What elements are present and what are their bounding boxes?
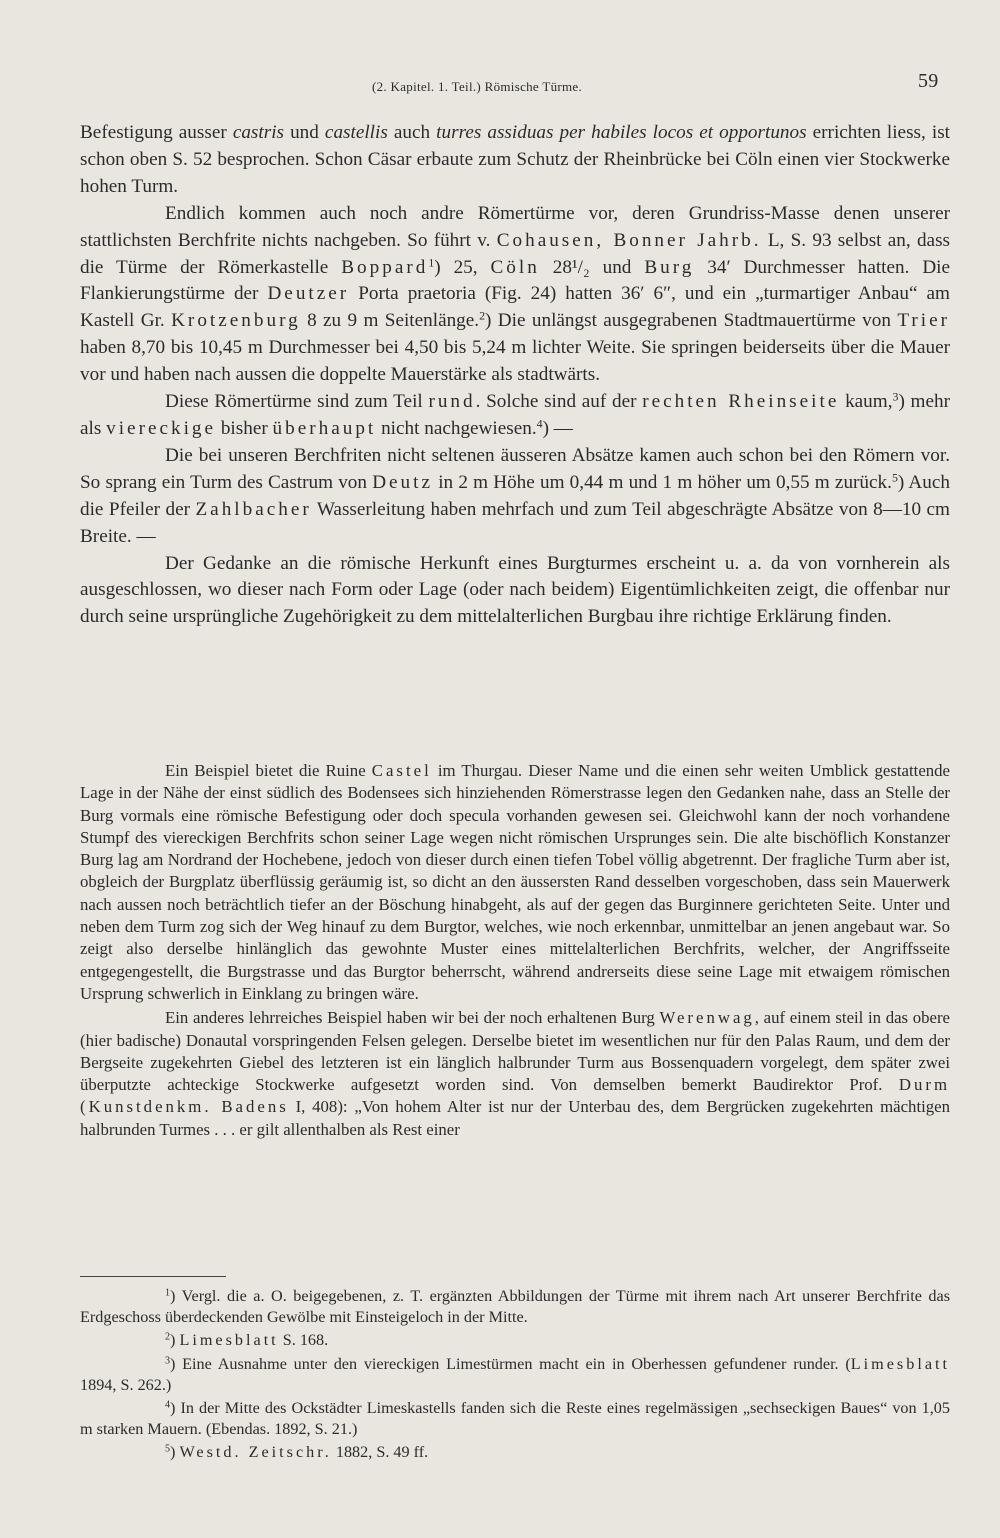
spaced-run: Cohausen, Bonner Jahrb.	[496, 229, 762, 251]
text-run: ) Die unlängst ausgegrabenen Stadtmauertürme von	[485, 310, 898, 332]
paragraph-1	[80, 120, 950, 201]
footnote-text: 1894, S. 262.)	[80, 1375, 172, 1394]
footnote-ref: 1	[428, 254, 435, 269]
footnote-text: ) Eine Ausnahme unter den viereckigen Limestürmen macht ein in Oberhessen gefundener runder. (	[170, 1354, 851, 1373]
footnote-mark: 4	[165, 1399, 171, 1411]
small-paragraph-1	[80, 760, 950, 1005]
text-run: ) —	[542, 417, 573, 439]
text-run: Endlich kommen auch noch andre Römertürme vor, deren Grundriss-Masse denen unserer stattlichsten Berchfrite nichts nachgeben. So führt v.	[80, 202, 950, 251]
footnote-mark: 1	[165, 1287, 171, 1299]
footnote-5	[80, 1442, 950, 1463]
paragraph-2	[80, 201, 950, 389]
paragraph-5: Der Gedanke an die römische Herkunft eines Burgturmes erscheint u. a. da von vornherein als ausgeschlossen, wo dieser nach Form oder Lage (oder nach beidem) Eigentümlichkeiten zeigt, die offenbar nur durch seine ursprüngliche Zugehörigkeit zu dem mittelalterlichen Burgbau ihre richtige Erklärung finden.	[80, 552, 950, 628]
spaced-run: Westd. Zeitschr.	[179, 1443, 332, 1462]
text-run: Ein anderes lehrreiches Beispiel haben wir bei der noch erhaltenen Burg	[165, 1008, 660, 1028]
footnote-1	[80, 1286, 950, 1328]
small-print-section	[80, 760, 950, 1141]
text-run: 8 zu 9 m Seitenlänge.	[300, 310, 480, 332]
spaced-run: rund	[428, 391, 476, 413]
text-run: kaum,	[839, 391, 893, 413]
spaced-run: Castel	[371, 761, 432, 780]
text-run: errichten liess, ist schon oben S. 52 besprochen. Schon Cäsar erbaute zum Schutz der Rheinbrücke bei Cöln einen vier Stockwerke hohen Turm.	[80, 122, 950, 197]
text-run: im Thurgau. Dieser Name und die einen sehr weiten Umblick gestattende Lage in der Nähe der einst südlich des Bodensees sich hinziehenden Römerstrasse legen den Gedanken nahe, dass an Stelle der Burg vormals eine römische Befestigung oder doch specula vorhanden gewesen sei. Gleichwohl kann der noch vorhandene Stumpf des viereckigen Berchfrits schon seiner Lage wegen nicht römischen Ursprunges sein. Die alte bischöflich Konstanzer Burg lag am Nordrand der Hochebene, jedoch von dieser durch einen tiefen Tobel völlig abgetrennt. Der fragliche Turm aber ist, obgleich der Burgplatz überflüssig geräumig ist, so dicht an den äussersten Rand desselben vorgeschoben, dass sein Mauerwerk nach aussen noch beträchtlich tiefer an der Böschung hinabgeht, als auf der gegen das Burginnere gerichteten Seite. Unter und neben dem Turm zog sich der Weg hinauf zu dem Burgtor, welches, wie noch erkennbar, unmittelbar an jenen angebaut war. So zeigt also derselbe hinlänglich das gewohnte Muster eines mittelalterlichen Berchfrits, welcher, der Angriffsseite entgegengestellt, die Burgstrasse und das Burgtor beherrscht, während andrerseits diese seine Lage mit etwaigem römischen Ursprung schwerlich in Einklang zu bringen wäre.	[80, 761, 950, 1003]
footnote-2	[80, 1330, 950, 1351]
text-run: Befestigung ausser	[80, 122, 233, 143]
text-run: L, S. 93 selbst an, dass die Türme der Römerkastelle	[80, 229, 951, 278]
text-run: , auf einem steil in das obere (hier badische) Donautal vorspringenden Felsen gelegen. Derselbe bietet im wesentlichen nur für den Palas Raum, und dem der Bergseite zugekehrten Giebel des letzteren ist ein länglich halbrunder Turm aus Bossenquadern vorgelegt, dem später zwei überputzte achteckige Stockwerke aufgesetzt worden sind. Von demselben bemerkt Baudirektor Prof.	[80, 1008, 950, 1095]
text-run: in 2 m Höhe um 0,44 m und 1 m höher um 0,55 m zurück.	[433, 471, 892, 493]
spaced-run: rechten Rheinseite	[642, 391, 840, 413]
footnote-text: ) In der Mitte des Ockstädter Limeskastells fanden sich die Reste eines regelmässigen „sechseckigen Baues“ von 1,05 m starken Mauern. (Ebendas. 1892, S. 21.)	[80, 1399, 950, 1439]
text-run: und	[284, 122, 325, 143]
italic-run: turres assiduas per habiles locos et opportunos	[436, 122, 807, 143]
text-run: Ein Beispiel bietet die Ruine	[165, 761, 372, 780]
italic-run: castellis	[324, 122, 388, 143]
paragraph-4	[80, 443, 950, 551]
footnote-3	[80, 1354, 950, 1396]
text-run: Diese Römertürme sind zum Teil	[165, 391, 429, 413]
page-header	[0, 70, 1000, 98]
footnote-mark: 5	[165, 1443, 171, 1455]
small-paragraph-2	[80, 1007, 950, 1141]
spaced-run: Cöln	[490, 256, 540, 278]
spaced-run: Trier	[897, 310, 950, 332]
spaced-run: Limesblatt	[850, 1354, 950, 1373]
main-text	[80, 120, 950, 631]
spaced-run: Limesblatt	[179, 1331, 279, 1350]
text-run: ) mehr als	[80, 391, 950, 439]
text-run: nicht nachgewiesen.	[376, 417, 537, 439]
text-run: auch	[387, 122, 437, 143]
footnote-4	[80, 1398, 950, 1440]
footnote-mark: 3	[165, 1355, 171, 1367]
footnote-ref: 5	[891, 470, 898, 485]
footnote-ref: 2	[479, 308, 486, 323]
spaced-run: Werenwag	[659, 1008, 755, 1028]
text-run: 34′ Durchmesser hatten. Die Flankierungstürme der	[80, 256, 951, 305]
running-head: (2. Kapitel. 1. Teil.) Römische Türme.	[372, 79, 583, 94]
italic-run: castris	[232, 122, 284, 143]
spaced-run: Deutzer	[267, 283, 350, 305]
page-number: 59	[918, 70, 939, 92]
footnotes	[80, 1286, 950, 1466]
footnote-text: )	[170, 1331, 180, 1350]
spaced-run: Krotzenburg	[171, 310, 301, 332]
paragraph-3	[80, 389, 950, 443]
spaced-run: Durm (Kunstdenkm. Badens	[80, 1075, 950, 1117]
footnote-text: 1882, S. 49 ff.	[331, 1443, 429, 1462]
text-run: ) Auch die Pfeiler der	[80, 471, 950, 520]
footnote-text: )	[170, 1443, 180, 1462]
text-run: ) 25,	[434, 256, 491, 278]
text-run: . Solche sind auf der	[475, 391, 643, 413]
footnote-text: S. 168.	[278, 1331, 329, 1350]
text-run: haben 8,70 bis 10,45 m Durchmesser bei 4,50 bis 5,24 m lichter Weite. Sie springen beiderseits über die Mauer vor und haben nach aussen die doppelte Mauerstärke als stadtwärts.	[80, 337, 950, 386]
text-run: bisher	[216, 417, 273, 439]
footnote-mark: 2	[165, 1331, 171, 1343]
spaced-run: viereckige	[106, 417, 217, 439]
footnote-ref: 3	[892, 389, 899, 404]
footnote-rule	[80, 1276, 226, 1277]
footnote-text: ) Vergl. die a. O. beigegebenen, z. T. ergänzten Abbildungen der Türme mit ihrem nach Art unserer Berchfrite das Erdgeschoss überdeckenden Gewölbe mit Einsteigeloch in der Mitte.	[80, 1287, 950, 1327]
spaced-run: Boppard	[341, 256, 429, 278]
text-run: Wasserleitung haben mehrfach und zum Teil abgeschrägte Absätze von 8—10 cm Breite. —	[80, 498, 950, 547]
text-run: Die bei unseren Berchfriten nicht seltenen äusseren Absätze kamen auch schon bei den Römern vor. So sprang ein Turm des Castrum von	[80, 444, 950, 493]
text-run: Porta praetoria (Fig. 24) hatten 36′ 6″, und ein „turmartiger Anbau“ am Kastell Gr.	[80, 283, 950, 332]
spaced-run: überhaupt	[272, 417, 377, 439]
text-run: 28¹/₂ und	[539, 256, 645, 278]
spaced-run: Deutz	[372, 471, 434, 493]
spaced-run: Zahlbacher	[195, 498, 312, 520]
spaced-run: Burg	[644, 256, 695, 278]
text-run: I, 408): „Von hohem Alter ist nur der Unterbau des, dem Bergrücken zugekehrten mächtigen halbrunden Turmes . . . er gilt allenthalben als Rest einer	[80, 1097, 951, 1139]
footnote-ref: 4	[536, 416, 543, 431]
